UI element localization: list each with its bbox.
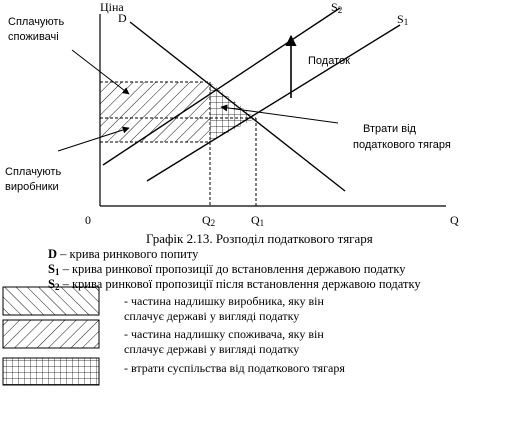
- definition-demand: D – крива ринкового попиту: [48, 247, 199, 261]
- legend-consumer-line1: - частина надлишку споживача, яку він: [124, 327, 324, 341]
- legend-swatch-consumer: [3, 320, 99, 348]
- tax-label: Податок: [308, 55, 350, 67]
- y-axis-label: Ціна: [100, 0, 124, 14]
- legend-swatch-loss: [3, 358, 99, 385]
- consumers-pay-label-line1: Сплачують: [8, 16, 65, 28]
- demand-label: D: [118, 11, 127, 25]
- burden-label-line1: Втрати від: [363, 123, 416, 135]
- legend-producer-line2: сплачує державі у вигляді податку: [124, 309, 300, 323]
- consumers-pay-label-line2: споживачі: [8, 31, 59, 43]
- legend-consumer-line2: сплачує державі у вигляді податку: [124, 342, 300, 356]
- producers-pay-label-line1: Сплачують: [5, 166, 62, 178]
- legend-producer-line1: - частина надлишку виробника, яку він: [124, 294, 324, 308]
- definition-s1: $S_1$ – крива ринкової пропозиції до встановлення державою податку: [48, 262, 406, 277]
- burden-label-line2: податкового тягаря: [353, 139, 451, 151]
- x-axis-label: Q: [450, 213, 459, 227]
- producers-pay-label-line2: виробники: [5, 181, 59, 193]
- q2-label: $Q_2$: [202, 213, 216, 228]
- q1-label: $Q_1$: [251, 213, 265, 228]
- figure-caption: Графік 2.13. Розподіл податкового тягаря: [146, 231, 373, 246]
- s2-label: $S_2$: [331, 0, 343, 15]
- legend-loss-line1: - втрати суспільства від податкового тягаря: [124, 361, 345, 375]
- consumer-tax-area: [100, 82, 210, 118]
- definition-s2: $S_2$ – крива ринкової пропозиції після встановлення державою податку: [48, 277, 421, 292]
- s1-label: $S_1$: [397, 12, 409, 27]
- origin-label: 0: [85, 213, 91, 227]
